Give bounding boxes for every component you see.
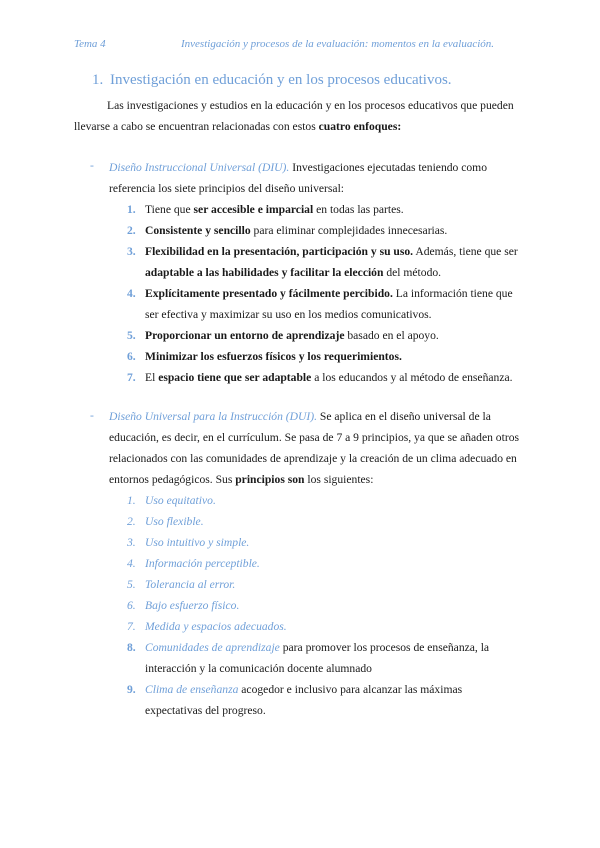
list-item [127,490,519,511]
list-item [127,367,519,388]
list-item [127,241,519,283]
section-heading [92,72,452,89]
list-item [127,511,519,532]
list-item [127,595,519,616]
item-number: 1. [127,203,136,216]
list-item [127,574,519,595]
item-text: basado en el apoyo. [344,329,439,342]
dui-text-end: los siguientes: [304,473,374,486]
item-number: 2. [127,515,136,528]
item-text: Información perceptible. [145,557,260,570]
item-label: Clima de enseñanza [145,683,239,696]
dui-paragraph [109,406,519,490]
item-number: 7. [127,371,136,384]
item-number: 4. [127,287,136,300]
item-text: La información tiene que ser efectiva y maximizar su uso en los medios comunicativos. [145,287,513,321]
item-bold: adaptable a las habilidades y facilitar la elección [145,266,384,279]
item-text: Medida y espacios adecuados. [145,620,287,633]
item-number: 5. [127,329,136,342]
item-bold: espacio tiene que ser adaptable [158,371,312,384]
item-number: 3. [127,245,136,258]
header-title: Investigación y procesos de la evaluación: momentos en la evaluación. [181,38,495,50]
item-bold: ser accesible e imparcial [193,203,314,216]
item-text: a los educandos y al método de enseñanza. [311,371,513,384]
dui-label: Diseño Universal para la Instrucción (DUI). [109,410,318,423]
item-text: del método. [383,266,442,279]
item-text: acogedor e inclusivo para alcanzar las máximas expectativas del progreso. [145,683,463,717]
dui-principles-list [127,490,519,721]
bullet-dash: - [90,159,94,172]
item-number: 6. [127,350,136,363]
section-number: 1. [92,72,104,88]
item-number: 6. [127,599,136,612]
dui-text: Se aplica en el diseño universal de la educación, es decir, en el currículum. Se pasa de 7 a 9 principios, ya que se añaden otros relacionados con las comunidades de aprendizaje y la creación de un clima adecuado en entornos pedagógicos. Sus [109,410,519,486]
intro-paragraph [74,95,520,137]
item-text: Uso equitativo. [145,494,216,507]
intro-text: Las investigaciones y estudios en la educación y en los procesos educativos que pueden llevarse a cabo se encuentran relacionadas con estos [74,99,514,133]
list-item [127,616,519,637]
section-title: Investigación en educación y en los procesos educativos. [110,72,452,88]
list-item [127,220,519,241]
item-text: Además, tiene que ser [413,245,518,258]
item-number: 5. [127,578,136,591]
list-item [127,283,519,325]
item-number: 1. [127,494,136,507]
item-text: Tiene que [145,203,194,216]
list-item [127,532,519,553]
list-item [127,679,519,721]
list-item [127,637,519,679]
header-topic: Tema 4 [74,38,106,50]
item-text: El [145,371,159,384]
dui-bold: principios son [235,473,305,486]
item-bold: Flexibilidad en la presentación, participación y su uso. [145,245,414,258]
item-text: para promover los procesos de enseñanza, la interacción y la comunicación docente alumnado [145,641,490,675]
item-text: para eliminar complejidades innecesarias. [250,224,448,237]
list-item [127,553,519,574]
item-number: 4. [127,557,136,570]
item-number: 8. [127,641,136,654]
item-text: Uso intuitivo y simple. [145,536,250,549]
item-bold: Consistente y sencillo [145,224,251,237]
bullet-dash: - [90,409,94,422]
item-number: 7. [127,620,136,633]
item-number: 2. [127,224,136,237]
list-item [127,346,519,367]
item-text: Bajo esfuerzo físico. [145,599,240,612]
diu-label: Diseño Instruccional Universal (DIU). [109,161,290,174]
item-bold: Explícitamente presentado y fácilmente percibido. [145,287,393,300]
diu-principles-list [127,199,519,388]
diu-text: Investigaciones ejecutadas teniendo como referencia los siete principios del diseño universal: [109,161,487,195]
item-bold: Proporcionar un entorno de aprendizaje [145,329,345,342]
item-text: en todas las partes. [313,203,404,216]
item-number: 9. [127,683,136,696]
item-text: Tolerancia al error. [145,578,236,591]
item-number: 3. [127,536,136,549]
item-bold: Minimizar los esfuerzos físicos y los requerimientos. [145,350,402,363]
list-item [127,325,519,346]
item-label: Comunidades de aprendizaje [145,641,280,654]
item-text: Uso flexible. [145,515,204,528]
diu-paragraph [109,157,519,199]
intro-bold: cuatro enfoques: [318,120,402,133]
list-item [127,199,519,220]
